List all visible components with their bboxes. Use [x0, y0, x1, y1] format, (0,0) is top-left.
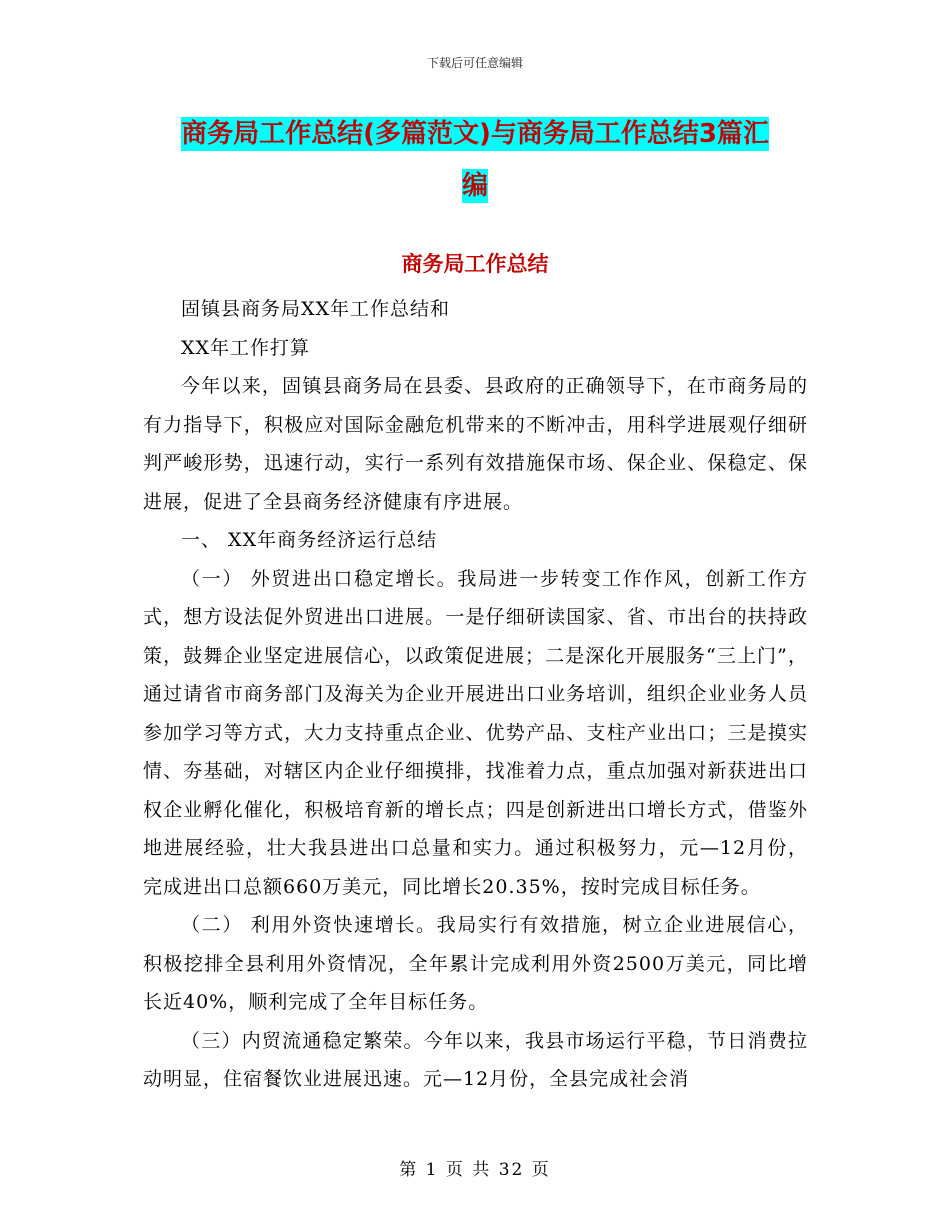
paragraph: 固镇县商务局XX年工作总结和: [181, 298, 451, 320]
paragraph: 一、 XX年商务经济运行总结: [181, 529, 438, 551]
page-footer: 第 1 页 共 32 页: [399, 1160, 551, 1180]
paragraph: （一） 外贸进出口稳定增长。我局进一步转变工作作风，创新工作方式，想方设法促外贸进出口进展。一是仔细研读国家、省、市出台的扶持政策，鼓舞企业坚定进展信心，以政策促进展；二是深化开展服务“三上门”，通过请省市商务部门及海关为企业开展进出口业务培训，组织企业业务人员参加学习等方式，大力支持重点企业、优势产品、支柱产业出口；三是摸实情、夯基础，对辖区内企业仔细摸排，找准着力点，重点加强对新获进出口权企业孵化催化，积极培育新的增长点；四是创新进出口增长方式，借鉴外地进展经验，壮大我县进出口总量和实力。通过积极努力，元—12月份，完成进出口总额660万美元，同比增长20.35%，按时完成目标任务。: [143, 567, 808, 898]
paragraph: （二） 利用外资快速增长。我局实行有效措施，树立企业进展信心，积极挖排全县利用外资情况，全年累计完成利用外资2500万美元，同比增长近40%，顺利完成了全年目标任务。: [143, 914, 808, 1013]
section-title: 商务局工作总结: [401, 252, 549, 276]
header-note: 下载后可任意编辑: [426, 56, 523, 70]
paragraph: （三）内贸流通稳定繁荣。今年以来，我县市场运行平稳，节日消费拉动明显，住宿餐饮业进展迅速。元—12月份，全县完成社会消: [143, 1029, 808, 1090]
document-body: [143, 290, 808, 1099]
main-title-line-1: 商务局工作总结(多篇范文)与商务局工作总结3篇汇: [181, 119, 769, 149]
main-title-line-2: 编: [461, 171, 488, 201]
paragraph: 今年以来，固镇县商务局在县委、县政府的正确领导下，在市商务局的有力指导下，积极应对国际金融危机带来的不断冲击，用科学进展观仔细研判严峻形势，迅速行动，实行一系列有效措施保市场、保企业、保稳定、保进展，促进了全县商务经济健康有序进展。: [143, 375, 808, 513]
paragraph: XX年工作打算: [181, 336, 311, 359]
document-main-title: [0, 108, 950, 212]
